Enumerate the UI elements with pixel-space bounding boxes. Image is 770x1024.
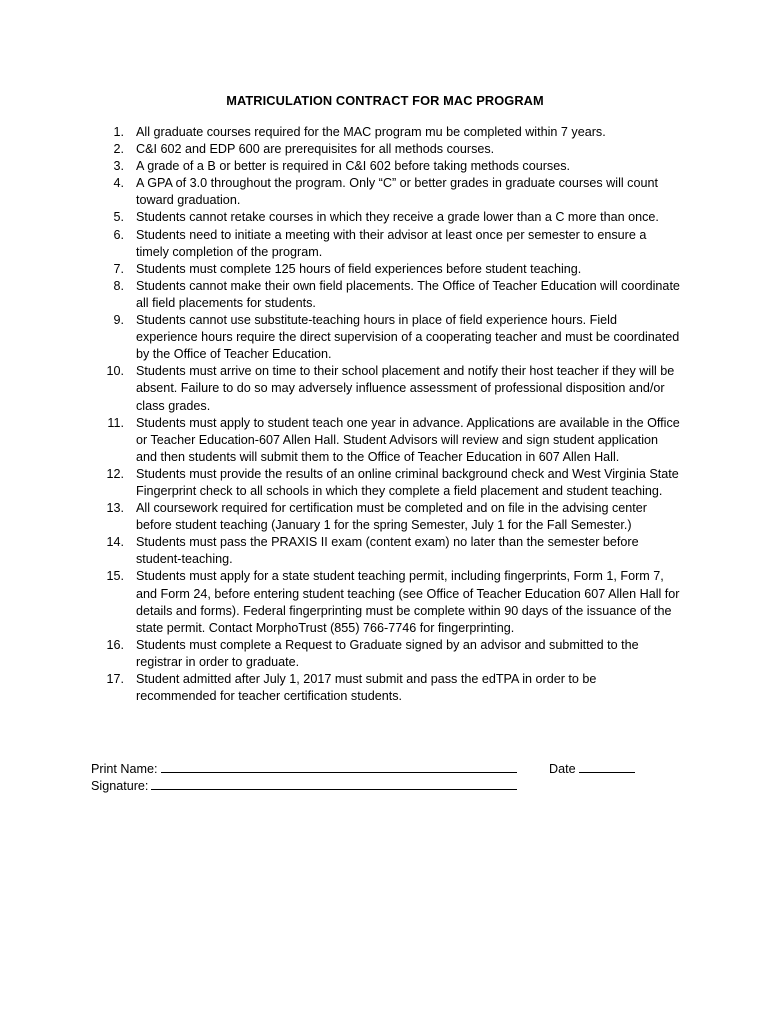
rule-text: Students cannot retake courses in which they receive a grade lower than a C more than once. bbox=[136, 210, 659, 225]
list-item bbox=[100, 466, 680, 500]
rule-text: Students must provide the results of an online criminal background check and West Virginia State Fingerprint check to all schools in which they complete a field placement and student teaching. bbox=[136, 466, 679, 498]
rule-number: 14. bbox=[106, 535, 124, 550]
list-item bbox=[100, 637, 680, 671]
rule-text: Students need to initiate a meeting with their advisor at least once per semester to ensure a timely completion of the program. bbox=[136, 227, 647, 259]
rule-number: 3. bbox=[113, 159, 124, 174]
rule-number: 10. bbox=[106, 364, 124, 379]
rule-text: Students must pass the PRAXIS II exam (content exam) no later than the semester before student-teaching. bbox=[136, 535, 639, 567]
signature-label: Signature: bbox=[91, 779, 149, 793]
list-item bbox=[100, 141, 680, 158]
list-item bbox=[100, 671, 680, 705]
list-item bbox=[100, 500, 680, 534]
date-row bbox=[549, 759, 635, 778]
rule-text: Students must arrive on time to their school placement and notify their host teacher if they will be absent. Failure to do so may adversely influence assessment of professional disposition and/or class grades. bbox=[136, 364, 675, 413]
list-item bbox=[100, 175, 680, 209]
list-item bbox=[100, 209, 680, 226]
signature-field[interactable] bbox=[151, 776, 517, 790]
list-item bbox=[100, 227, 680, 261]
rule-text: A grade of a B or better is required in C&I 602 before taking methods courses. bbox=[136, 159, 571, 174]
rule-number: 17. bbox=[106, 672, 124, 686]
date-label: Date bbox=[549, 762, 576, 776]
document-title: MATRICULATION CONTRACT FOR MAC PROGRAM bbox=[226, 93, 544, 108]
list-item bbox=[100, 312, 680, 363]
rule-text: Students must apply for a state student teaching permit, including fingerprints, Form 1, Form 7, and Form 24, before entering student teaching (see Office of Teacher Education 607 Allen Hall for details and forms). Federal fingerprinting must be complete within 90 days of the issuance of the state permit. Contact MorphoTrust (855) 766-7746 for fingerprinting. bbox=[136, 569, 680, 635]
date-field[interactable] bbox=[579, 759, 635, 773]
rules-list bbox=[100, 124, 680, 705]
rule-text: C&I 602 and EDP 600 are prerequisites for all methods courses. bbox=[136, 142, 495, 157]
rule-number: 9. bbox=[113, 313, 124, 328]
list-item bbox=[100, 415, 680, 466]
rule-text: Students cannot make their own field placements. The Office of Teacher Education will coordinate all field placements for students. bbox=[136, 278, 680, 310]
rule-number: 7. bbox=[113, 261, 124, 276]
rule-number: 6. bbox=[113, 227, 124, 242]
rule-text: All coursework required for certification must be completed and on file in the advising center before student teaching (January 1 for the spring Semester, July 1 for the Fall Semester.) bbox=[136, 501, 648, 533]
rule-number: 16. bbox=[106, 637, 124, 652]
rule-text: Student admitted after July 1, 2017 must submit and pass the edTPA in order to be recommended for teacher certification students. bbox=[136, 672, 597, 704]
rule-number: 15. bbox=[106, 569, 124, 584]
rule-number: 4. bbox=[113, 176, 124, 191]
signature-row bbox=[91, 776, 517, 795]
list-item bbox=[100, 278, 680, 312]
rule-text: Students must complete 125 hours of field experiences before student teaching. bbox=[136, 261, 582, 276]
list-item bbox=[100, 158, 680, 175]
print-name-field[interactable] bbox=[161, 759, 517, 773]
rule-number: 5. bbox=[113, 210, 124, 225]
rule-number: 1. bbox=[113, 125, 124, 139]
rule-number: 8. bbox=[113, 278, 124, 293]
rule-text: Students must apply to student teach one year in advance. Applications are available in the Office or Teacher Education-607 Allen Hall. Student Advisors will review and sign student application and then students will submit them to the Office of Teacher Education in 607 Allen Hall. bbox=[136, 415, 680, 464]
rule-text: Students must complete a Request to Graduate signed by an advisor and submitted to the registrar in order to graduate. bbox=[136, 637, 639, 669]
rule-text: All graduate courses required for the MAC program mu be completed within 7 years. bbox=[136, 125, 606, 139]
rule-number: 12. bbox=[106, 466, 124, 481]
print-name-label: Print Name: bbox=[91, 762, 158, 776]
list-item bbox=[100, 534, 680, 568]
list-item bbox=[100, 568, 680, 636]
rule-number: 2. bbox=[113, 142, 124, 157]
list-item bbox=[100, 124, 680, 141]
rule-text: Students cannot use substitute-teaching hours in place of field experience hours. Field experience hours require the direct supervision of a cooperating teacher and must be coordinated by the Office of Teacher Education. bbox=[136, 313, 680, 362]
rule-number: 13. bbox=[106, 501, 124, 516]
list-item bbox=[100, 261, 680, 278]
rule-text: A GPA of 3.0 throughout the program. Only “C” or better grades in graduate courses will count toward graduation. bbox=[136, 176, 658, 208]
rule-number: 11. bbox=[107, 415, 124, 430]
list-item bbox=[100, 363, 680, 414]
